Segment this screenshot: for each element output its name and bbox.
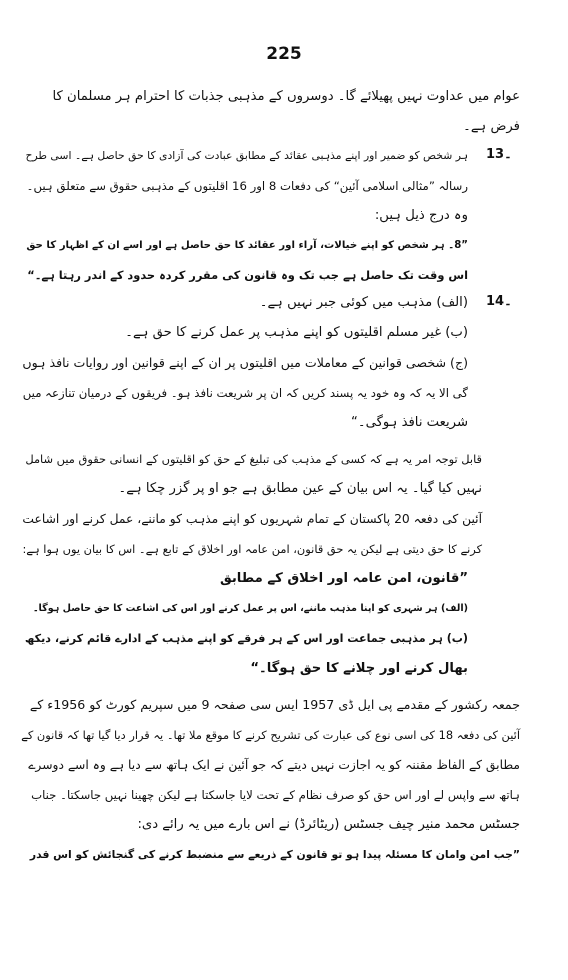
page-number: 225 bbox=[266, 44, 302, 64]
section-number: 13۔ bbox=[486, 147, 512, 162]
text-line: جمعہ رکشور کے مقدمے پی ایل ڈی 1957 ایس سی صفحہ 9 میں سپریم کورٹ کو 1956ء کے bbox=[29, 697, 520, 712]
quote-line: ”قانون، امن عامہ اور اخلاق کے مطابق bbox=[219, 571, 468, 586]
text-line: ہر شخص کو ضمیر اور اپنے مذہبی عقائد کے مطابق عبادت کی آزادی کا حق حاصل ہے۔ اسی طرح bbox=[25, 149, 468, 162]
quote-line: بھال کرنے اور چلانے کا حق ہوگا۔“ bbox=[250, 661, 468, 676]
quote-line: (الف) ہر شہری کو اپنا مذہب ماننے، اس پر عمل کرنے اور اس کی اشاعت کا حق حاصل ہوگا۔ bbox=[32, 603, 468, 614]
text-line: وہ درج ذیل ہیں: bbox=[374, 208, 468, 223]
text-line: شریعت نافذ ہوگی۔“ bbox=[351, 415, 468, 430]
text-line: قابل توجہ امر یہ ہے کہ کسی کے مذہب کی تبلیغ کے حق کو اقلیتوں کے انسانی حقوق میں شامل bbox=[25, 452, 482, 466]
text-line: آئین کی دفعہ 20 پاکستان کے تمام شہریوں کو اپنے مذہب کو ماننے، عمل کرنے اور اشاعت bbox=[22, 512, 482, 526]
text-line: فرض ہے۔ bbox=[463, 119, 520, 134]
text-line: ہاتھ سے واپس لے اور اس حق کو صرف نظام کے تحت لایا جاسکتا ہے لیکن چھینا نہیں جاسکتا۔ جناب bbox=[31, 788, 520, 802]
text-line: عوام میں عداوت نہیں پھیلائے گا۔ دوسروں کے مذہبی جذبات کا احترام ہر مسلمان کا bbox=[52, 89, 520, 104]
text-line: جسٹس محمد منیر چیف جسٹس (ریٹائرڈ) نے اس بارے میں یہ رائے دی: bbox=[137, 817, 520, 832]
quote-line: ”8۔ ہر شخص کو اپنے خیالات، آراء اور عقائد کا حق حاصل ہے اور اسے ان کے اظہار کا حق bbox=[26, 240, 468, 251]
quote-line: (ب) ہر مذہبی جماعت اور اس کے ہر فرقے کو اپنے مذہب کے ادارے قائم کرنے، دیکھ bbox=[24, 632, 468, 645]
text-line: آئین کی دفعہ 18 کی اسی نوع کی عبارت کی تشریح کرنے کا موقع ملا تھا۔ یہ قرار دیا گیا تھا کہ قانون کے bbox=[21, 728, 520, 742]
text-line: کرنے کا حق دیتی ہے لیکن یہ حق قانون، امن عامہ اور اخلاق کے تابع ہے۔ اس کا بیان یوں ہوا ہے: bbox=[22, 542, 482, 556]
quote-line: اس وقت تک حاصل ہے جب تک وہ قانون کی مقرر کردہ حدود کے اندر رہتا ہے۔“ bbox=[27, 268, 468, 282]
text-line: (ب) غیر مسلم اقلیتوں کو اپنے مذہب پر عمل کرنے کا حق ہے۔ bbox=[125, 325, 468, 340]
text-line: رسالہ ”مثالی اسلامی آئین“ کی دفعات 8 اور 16 اقلیتوں کے مذہبی حقوق سے متعلق ہیں۔ bbox=[26, 179, 468, 193]
text-line: نہیں کیا گیا۔ یہ اس بیان کے عین مطابق ہے جو او پر گزر چکا ہے۔ bbox=[118, 481, 482, 496]
text-line: گی الا یہ کہ وہ خود یہ پسند کریں کہ ان پر شریعت نافذ ہو۔ فریقوں کے درمیان تنازعہ میں bbox=[22, 386, 468, 400]
text-line: (الف) مذہب میں کوئی جبر نہیں ہے۔ bbox=[259, 295, 468, 310]
text-line: (ج) شخصی قوانین کے معاملات میں اقلیتوں پر ان کے اپنے قوانین اور روایات نافذ ہوں bbox=[22, 355, 468, 370]
section-number: 14۔ bbox=[486, 294, 512, 309]
text-line: مطابق کے الفاظ مقننہ کو یہ اجازت نہیں دیتے کہ جو آئین نے ایک ہاتھ سے دیا ہے وہ اسے دوسرے bbox=[28, 758, 520, 772]
quote-line: ”جب امن وامان کا مسئلہ پیدا ہو تو قانون کے ذریعے سے منضبط کرنے کی گنجائش کو اس قدر bbox=[29, 848, 520, 861]
